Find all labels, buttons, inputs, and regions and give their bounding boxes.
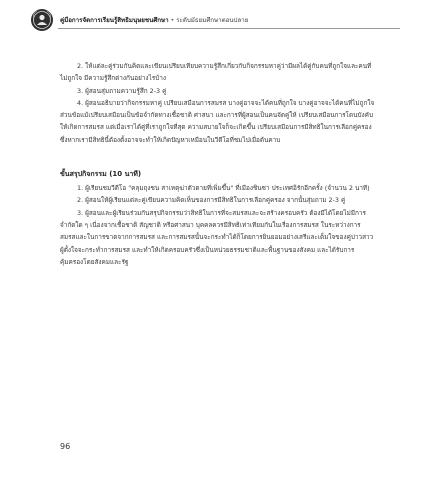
header-separator: • <box>170 17 175 24</box>
summary-step-2: 2. ผู้สอนให้ผู้เรียนแต่ละคู่เขียนความคิดเห็นของการมีสิทธิในการเลือกคู่ครอง จากนั้นสุ่มถาม 2-3 คู่ <box>77 196 346 205</box>
header-title: คู่มือการจัดการเรียนรู้สิทธิมนุษยชนศึกษา <box>60 17 169 24</box>
summary-step-3: 3. ผู้สอนและผู้เรียนร่วมกันสรุปกิจกรรมว่าสิทธิในการที่จะสมรสและจะสร้างครอบครัว ต้องมีได้โดยไม่มีการจำกัดใด ๆ เนื่องจากเชื้อชาติ สัญชาติ หรือศาสนา บุคคลควรมีสิทธิเท่าเทียมกันในเรื่องการสมรส ในระหว่างการสมรสและในการขาดจากการสมรส และการสมรสนั้นจะกระทำได้ก็โดยการยินยอมอย่างเสรีและเต็มใจของคู่บ่าวสาวผู้ตั้งใจจะกระทำการสมรส และทำให้เกิดครอบครัวซึ่งเป็นหน่วยธรรมชาติและพื้นฐานของสังคม และได้รับการคุ้มครองโดยสังคมและรัฐ <box>60 208 374 266</box>
paragraph-step-4: 4. ผู้สอนอธิบายว่ากิจกรรมหาคู่ เปรียบเสมือนการสมรส บางคู่อาจจะได้คนที่ถูกใจ บางคู่อาจจะได้คนที่ไม่ถูกใจ ส่วนข้อแม้เปรียบเสมือนเป็นข้อจำกัดทางเชื้อชาติ ศาสนา และการที่ผู้สอนเป็นคนจัดคู่ให้ เปรียบเสมือนการโดนบังคับให้เกิดการสมรส แต่เมื่อเราได้คู่ที่เราถูกใจที่สุด ความสบายใจก็จะเกิดขึ้น เปรียบเสมือนการมีสิทธิในการเลือกคู่ครอง ซึ่งหากเรามีสิทธินี้ต้องตั้งอาจจะทำให้เกิดปัญหาเหมือนในวีดีโอที่ชมไปเมื่อต้นคาบ <box>60 98 375 144</box>
page-body <box>60 60 376 268</box>
page-header <box>30 8 400 34</box>
logo-emblem-icon <box>30 8 54 32</box>
section-heading: ขั้นสรุปกิจกรรม (10 นาที) <box>60 170 142 179</box>
header-subtitle: ระดับมัธยมศึกษาตอนปลาย <box>176 17 249 24</box>
header-text <box>60 15 248 25</box>
summary-step-1: 1. ผู้เรียนชมวีดีโอ "คลุมถุงชน สาเหตุฆ่าตัวตายที่เพิ่มขึ้น" ที่เมืองชินซา ประเทศอิรักอีกครั้ง (จำนวน 2 นาที) <box>77 184 370 193</box>
header-divider <box>58 28 400 29</box>
page-number: 96 <box>60 442 71 451</box>
paragraph-step-2: 2. ให้แต่ละคู่ร่วมกันคิดและเขียนเปรียบเทียบความรู้สึกเกี่ยวกับกิจกรรมหาคู่ว่ามีผลได้คู่กับคนที่ถูกใจและคนที่ไม่ถูกใจ มีความรู้สึกต่างกันอย่างไรบ้าง <box>60 62 372 83</box>
paragraph-step-3: 3. ผู้สอนสุ่มถามความรู้สึก 2-3 คู่ <box>77 86 167 95</box>
